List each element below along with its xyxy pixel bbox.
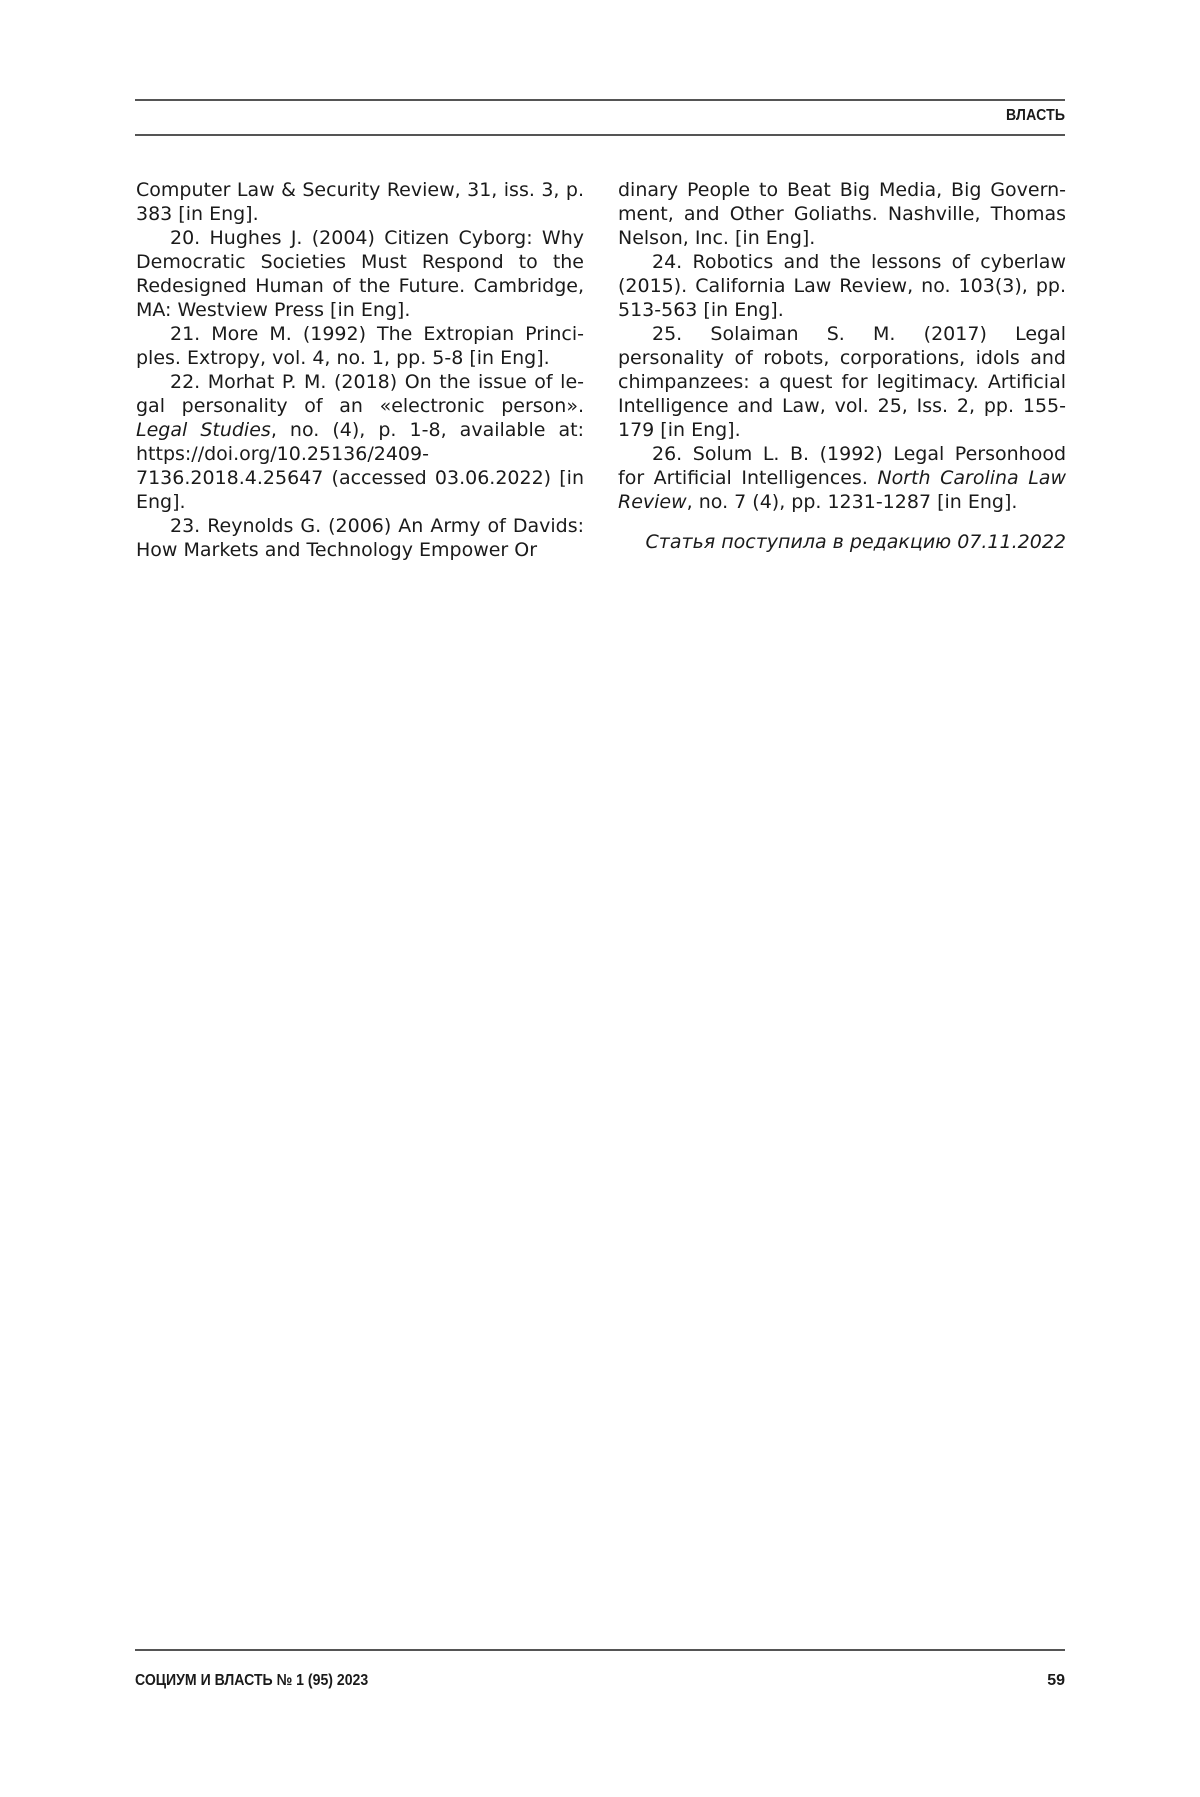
reference-22 [136,370,584,514]
reference-22-journal: Legal Studies [136,419,271,441]
reference-19-continuation: Computer Law & Security Review, 31, iss. 3, p. 383 [in Eng]. [136,179,584,225]
reference-26-journal: North Carolina Law Review [618,467,1066,513]
header-rule-bottom [135,134,1065,136]
reference-23: 23. Reynolds G. (2006) An Army of Davids: How Markets and Technology Empower Or [136,515,584,561]
reference-26 [618,442,1066,514]
reference-20: 20. Hughes J. (2004) Citizen Cyborg: Why Democratic Societies Must Respond to the Redesigned Human of the Future. Cambridge, MA: Westview Press [in Eng]. [136,227,584,321]
reference-22-text-a: 22. Morhat P. M. (2018) On the issue of legal personality of an «electronic person». [136,371,584,417]
reference-23-continuation: dinary People to Beat Big Media, Big Government, and Other Goliaths. Nashville, Thomas Nelson, Inc. [in Eng]. [618,179,1066,249]
running-head: ВЛАСТЬ [1005,107,1065,124]
received-date-note: Статья поступила в редакцию 07.11.2022 [645,531,1066,553]
footer-rule [135,1649,1065,1651]
page-number: 59 [1047,1672,1065,1689]
header-rule-top [135,99,1065,101]
references-left-column [136,178,584,562]
reference-21: 21. More M. (1992) The Extropian Principles. Extropy, vol. 4, no. 1, pp. 5-8 [in Eng]. [136,323,584,369]
reference-26-text-a: 26. Solum L. B. (1992) Legal Personhood for Artificial Intelligences. [618,443,1066,489]
reference-26-text-b: , no. 7 (4), pp. 1231-1287 [in Eng]. [686,491,1018,513]
reference-24: 24. Robotics and the lessons of cyberlaw (2015). California Law Review, no. 103(3), pp. 513-563 [in Eng]. [618,251,1066,321]
reference-25: 25. Solaiman S. M. (2017) Legal personality of robots, corporations, idols and chimpanzees: a quest for legitimacy. Artificial Intelligence and Law, vol. 25, Iss. 2, pp. 155-179 [in Eng]. [618,323,1066,441]
references-right-column [618,178,1066,554]
reference-22-text-b: , no. (4), p. 1-8, available at: https://doi.org/10.25136/2409-7136.2018.4.25647 (accessed 03.06.2022) [in Eng]. [136,419,585,513]
journal-footer: СОЦИУМ И ВЛАСТЬ № 1 (95) 2023 [135,1672,369,1689]
